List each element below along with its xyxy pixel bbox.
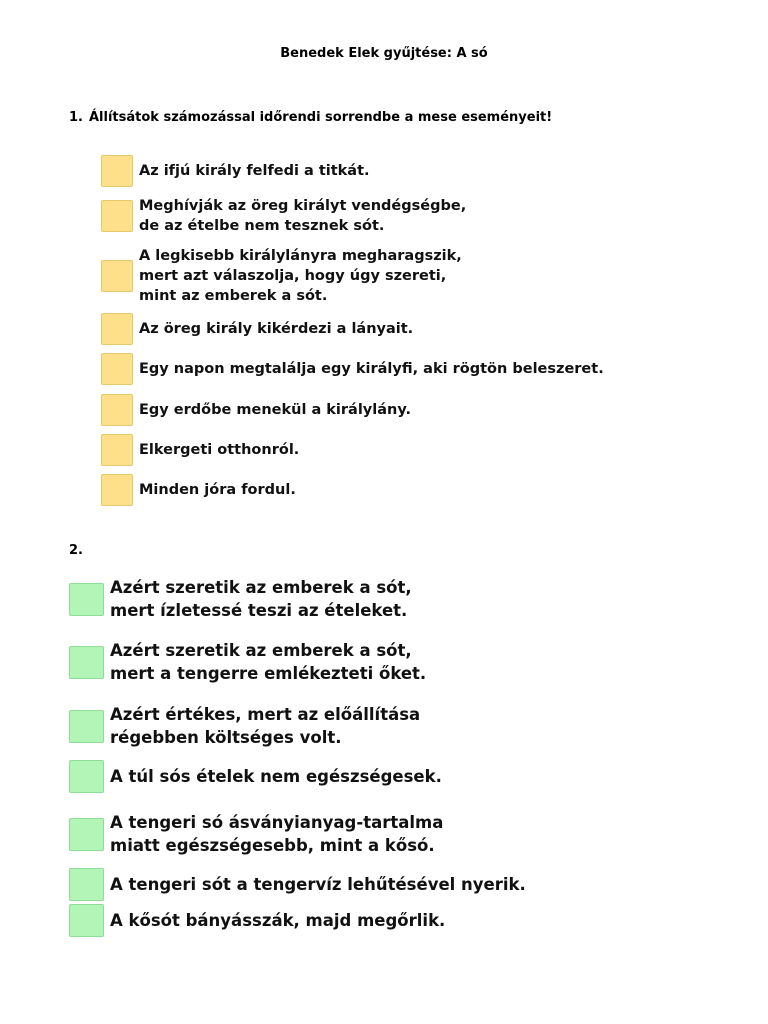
answer-box[interactable]: [69, 646, 104, 679]
question-1-item: [101, 313, 413, 345]
question-1-heading: [69, 110, 552, 125]
item-text: Azért szeretik az emberek a sót, mert ízletessé teszi az ételeket.: [110, 578, 412, 620]
answer-box[interactable]: [101, 474, 133, 506]
question-1-number: 1.: [69, 110, 83, 125]
answer-box[interactable]: [101, 200, 133, 232]
answer-box[interactable]: [69, 710, 104, 743]
answer-box[interactable]: [69, 760, 104, 793]
question-2-item: [69, 904, 445, 937]
question-2-item: [69, 868, 526, 901]
item-text: Egy napon megtalálja egy királyfi, aki rögtön beleszeret.: [139, 361, 604, 377]
answer-box[interactable]: [101, 394, 133, 426]
question-1-item: [101, 434, 299, 466]
question-2-item: [69, 760, 442, 793]
item-text: A tengeri só ásványianyag-tartalma miatt egészségesebb, mint a kősó.: [110, 813, 444, 855]
answer-box[interactable]: [101, 155, 133, 187]
question-1-item: [101, 196, 466, 236]
item-text: Az ifjú király felfedi a titkát.: [139, 163, 370, 179]
answer-box[interactable]: [101, 434, 133, 466]
answer-box[interactable]: [69, 904, 104, 937]
item-text: Azért szeretik az emberek a sót, mert a tengerre emlékezteti őket.: [110, 641, 427, 683]
answer-box[interactable]: [69, 818, 104, 851]
item-text: Elkergeti otthonról.: [139, 442, 300, 458]
answer-box[interactable]: [69, 868, 104, 901]
question-2-item: [69, 639, 426, 685]
question-2-number: 2.: [69, 543, 83, 558]
question-1-item: [101, 474, 296, 506]
answer-box[interactable]: [69, 583, 104, 616]
question-1-item: [101, 155, 370, 187]
item-text: A kősót bányásszák, majd megőrlik.: [110, 911, 446, 930]
item-text: Az öreg király kikérdezi a lányait.: [139, 321, 414, 337]
question-1-item: [101, 353, 604, 385]
question-2-item: [69, 703, 420, 749]
answer-box[interactable]: [101, 260, 133, 292]
item-text: Minden jóra fordul.: [139, 482, 296, 498]
question-1-item: [101, 246, 462, 306]
document-title: Benedek Elek gyűjtése: A só: [280, 46, 488, 61]
question-1-instruction: Állítsátok számozással időrendi sorrendbe a mese eseményeit!: [89, 110, 553, 125]
question-1-item: [101, 394, 411, 426]
item-text: Egy erdőbe menekül a királylány.: [139, 402, 411, 418]
item-text: A túl sós ételek nem egészségesek.: [110, 767, 442, 786]
item-text: Meghívják az öreg királyt vendégségbe, de az ételbe nem tesznek sót.: [139, 198, 467, 234]
question-2-heading: [69, 543, 89, 558]
item-text: A tengeri sót a tengervíz lehűtésével nyerik.: [110, 875, 526, 894]
item-text: Azért értékes, mert az előállítása régebben költséges volt.: [110, 705, 421, 747]
question-2-item: [69, 576, 412, 622]
answer-box[interactable]: [101, 353, 133, 385]
question-2-item: [69, 811, 443, 857]
item-text: A legkisebb királylányra megharagszik, mert azt válaszolja, hogy úgy szereti, mint az emberek a sót.: [139, 248, 462, 304]
answer-box[interactable]: [101, 313, 133, 345]
